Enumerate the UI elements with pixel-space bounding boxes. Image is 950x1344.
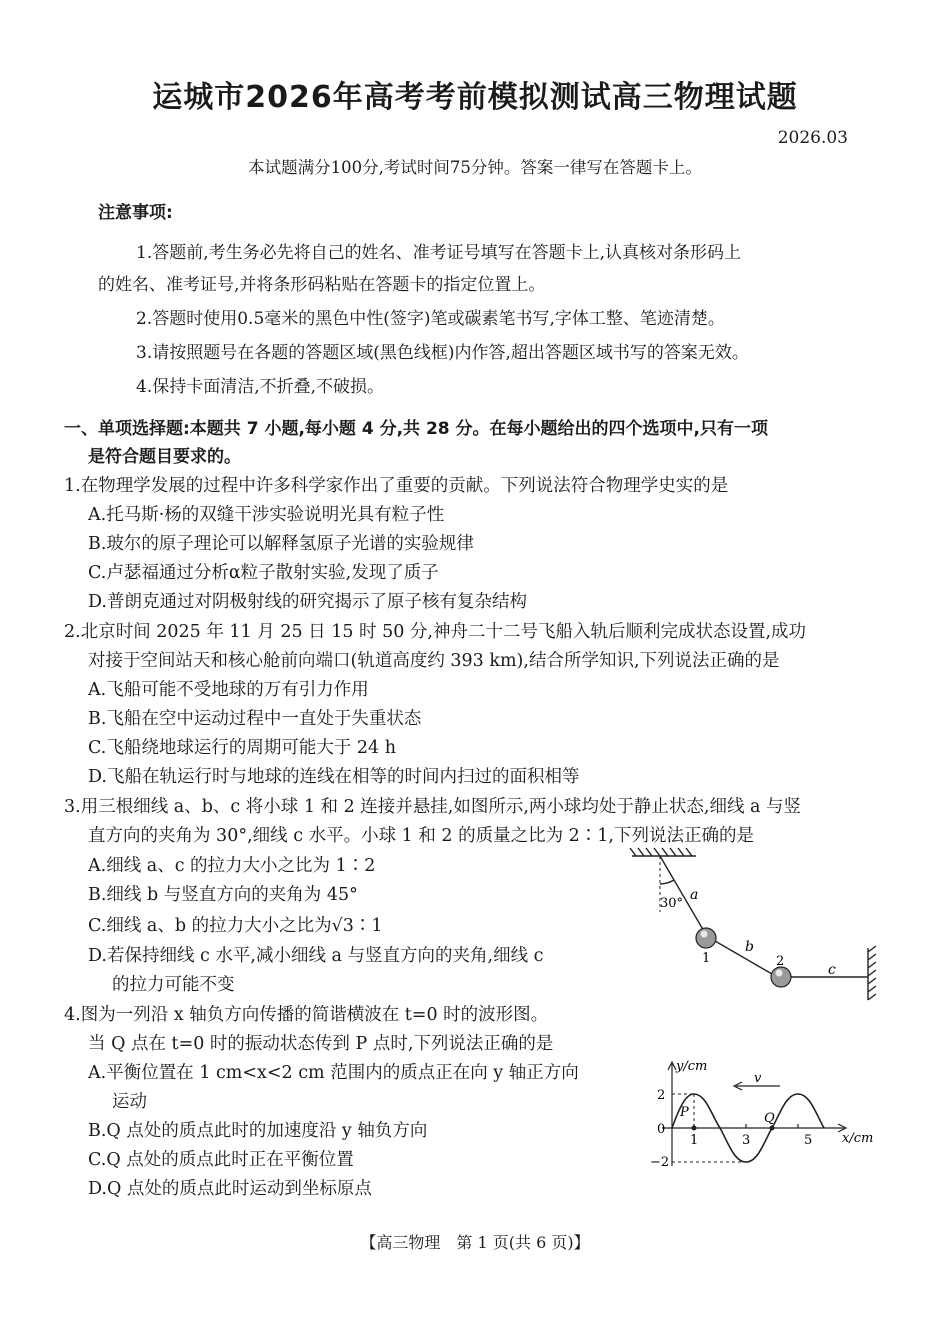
y-axis-label: y/cm — [676, 1059, 708, 1074]
point-q-label: Q — [764, 1111, 775, 1126]
point-p-label: P — [680, 1105, 689, 1120]
y-tick-2: 2 — [657, 1088, 666, 1103]
angle-label: 30° — [660, 896, 684, 911]
ball-1-label: 1 — [702, 951, 711, 966]
notice-item: 2.答题时使用0.5毫米的黑色中性(签字)笔或碳素笔书写,字体工整、笔迹清楚。 — [136, 309, 725, 329]
point-p — [692, 1126, 697, 1131]
question-3-option-c: C.细线 a、b 的拉力大小之比为√3∶1 — [88, 916, 383, 936]
question-4-stem: 4.图为一列沿 x 轴负方向传播的简谐横波在 t=0 时的波形图。 — [64, 1005, 549, 1025]
section-heading-cont: 是符合题目要求的。 — [88, 447, 241, 467]
question-3-stem: 3.用三根细线 a、b、c 将小球 1 和 2 连接并悬挂,如图所示,两小球均处于静止状态,细线 a 与竖 — [64, 797, 802, 817]
question-1-option-d: D.普朗克通过对阴极射线的研究揭示了原子核有复杂结构 — [88, 592, 527, 612]
question-1-option-b: B.玻尔的原子理论可以解释氢原子光谱的实验规律 — [88, 534, 474, 554]
question-1-stem: 1.在物理学发展的过程中许多科学家作出了重要的贡献。下列说法符合物理学史实的是 — [64, 476, 729, 496]
question-4-option-d: D.Q 点处的质点此时运动到坐标原点 — [88, 1179, 372, 1199]
y-tick-neg2: −2 — [650, 1155, 670, 1170]
question-2-stem: 2.北京时间 2025 年 11 月 25 日 15 时 50 分,神舟二十二号飞船入轨后顺利完成状态设置,成功 — [64, 622, 807, 642]
x-tick-3: 3 — [742, 1133, 751, 1148]
question-4-option-a: A.平衡位置在 1 cm<x<2 cm 范围内的质点正在向 y 轴正方向 — [88, 1063, 579, 1083]
string-c-label: c — [828, 962, 836, 978]
page-footer: 【高三物理 第 1 页(共 6 页)】 — [360, 1233, 590, 1252]
question-2-option-d: D.飞船在轨运行时与地球的连线在相等的时间内扫过的面积相等 — [88, 767, 580, 787]
y-tick-0: 0 — [657, 1122, 666, 1137]
section-heading: 一、单项选择题:本题共 7 小题,每小题 4 分,共 28 分。在每小题给出的四个选项中,只有一项 — [64, 419, 768, 439]
velocity-label: v — [754, 1071, 762, 1086]
x-tick-1: 1 — [690, 1133, 699, 1148]
question-4-option-a-cont: 运动 — [112, 1092, 147, 1112]
point-q — [770, 1126, 775, 1131]
question-4-option-b: B.Q 点处的质点此时的加速度沿 y 轴负方向 — [88, 1121, 428, 1141]
question-2-option-a: A.飞船可能不受地球的万有引力作用 — [88, 680, 369, 700]
notice-item: 3.请按照题号在各题的答题区域(黑色线框)内作答,超出答题区域书写的答案无效。 — [136, 343, 749, 363]
string-a-label: a — [690, 887, 699, 903]
question-2-option-c: C.飞船绕地球运行的周期可能大于 24 h — [88, 738, 396, 758]
notice-item: 4.保持卡面清洁,不折叠,不破损。 — [136, 377, 385, 397]
ball-2 — [771, 967, 791, 987]
question-3-option-d: D.若保持细线 c 水平,减小细线 a 与竖直方向的夹角,细线 c — [88, 946, 544, 966]
notice-item: 1.答题前,考生务必先将自己的姓名、准考证号填写在答题卡上,认真核对条形码上 — [136, 243, 742, 263]
question-3-option-b: B.细线 b 与竖直方向的夹角为 45° — [88, 885, 358, 905]
question-2-option-b: B.飞船在空中运动过程中一直处于失重状态 — [88, 709, 422, 729]
question-1-option-c: C.卢瑟福通过分析α粒子散射实验,发现了质子 — [88, 563, 439, 583]
exam-subtitle: 本试题满分100分,考试时间75分钟。答案一律写在答题卡上。 — [248, 158, 702, 177]
x-tick-5: 5 — [804, 1133, 813, 1148]
page-title: 运城市2026年高考考前模拟测试高三物理试题 — [152, 80, 798, 115]
question-4-stem-cont: 当 Q 点在 t=0 时的振动状态传到 P 点时,下列说法正确的是 — [88, 1034, 554, 1054]
question-2-stem-cont: 对接于空间站天和核心舱前向端口(轨道高度约 393 km),结合所学知识,下列说法正确的是 — [88, 651, 780, 671]
exam-date: 2026.03 — [777, 128, 848, 148]
notice-heading: 注意事项: — [98, 203, 173, 223]
ball-1 — [696, 928, 716, 948]
question-3-figure — [624, 844, 884, 1004]
notice-item: 的姓名、准考证号,并将条形码粘贴在答题卡的指定位置上。 — [98, 275, 546, 295]
question-3-option-d-cont: 的拉力可能不变 — [112, 975, 235, 995]
x-axis-label: x/cm — [842, 1131, 874, 1146]
string-b-label: b — [745, 939, 754, 955]
question-1-option-a: A.托马斯·杨的双缝干涉实验说明光具有粒子性 — [88, 505, 445, 525]
question-3-option-a: A.细线 a、c 的拉力大小之比为 1∶2 — [88, 856, 376, 876]
question-3-stem-cont: 直方向的夹角为 30°,细线 c 水平。小球 1 和 2 的质量之比为 2∶1,下列说法正确的是 — [88, 826, 754, 846]
question-4-wave-figure — [648, 1056, 884, 1172]
question-4-option-c: C.Q 点处的质点此时正在平衡位置 — [88, 1150, 354, 1170]
ball-2-label: 2 — [776, 954, 785, 969]
